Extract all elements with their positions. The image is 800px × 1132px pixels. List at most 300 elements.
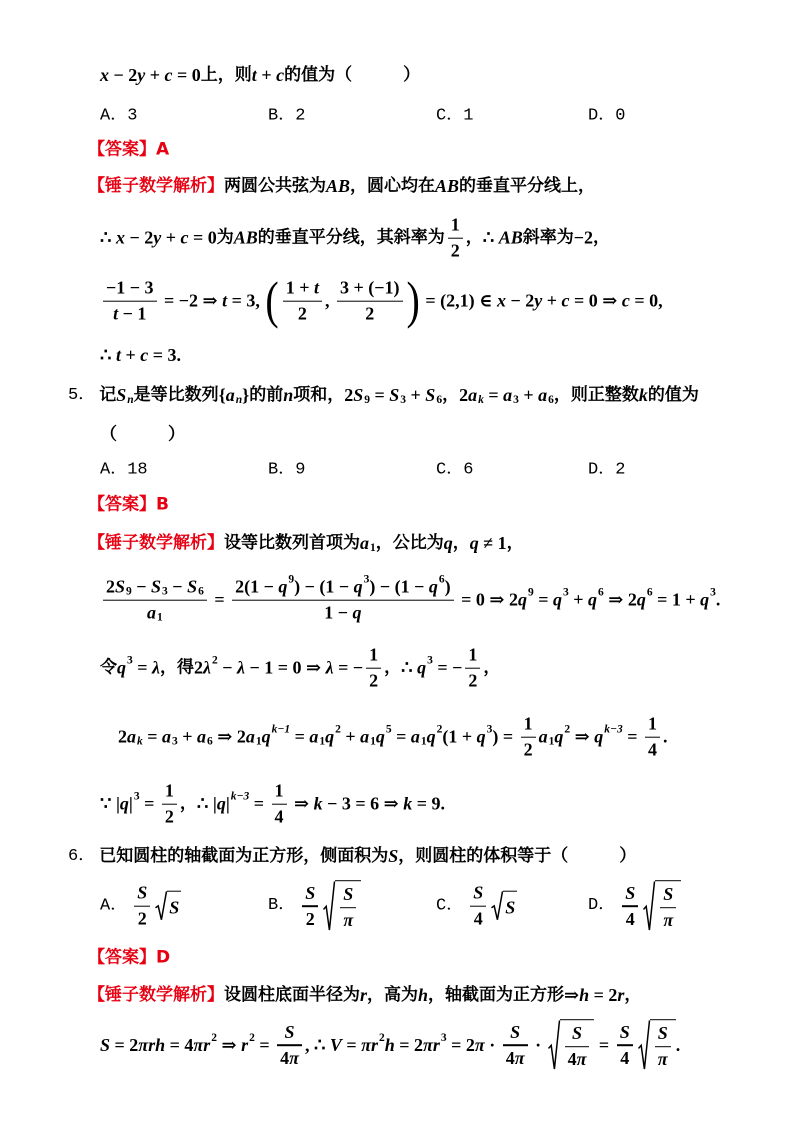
fraction [622, 882, 638, 931]
numerator [302, 882, 318, 906]
math-variable: k [638, 384, 648, 405]
math-variable: λ [237, 657, 246, 678]
superscript: 3 [710, 586, 716, 599]
numerator [232, 573, 454, 600]
item-label: B． [268, 896, 296, 916]
math-symbols: + [568, 589, 589, 610]
denominator [110, 302, 149, 326]
denominator [162, 805, 177, 829]
text-run: ， [384, 657, 402, 678]
math-symbols: + [518, 384, 539, 405]
radical-sign [155, 891, 167, 921]
subscript: 1 [157, 611, 163, 624]
numerator [660, 883, 676, 907]
math-variable: S [663, 884, 674, 905]
math-symbols: . [663, 726, 668, 747]
math-symbols: , [325, 290, 335, 311]
denominator [272, 805, 287, 829]
fraction [103, 576, 207, 625]
superscript: 9 [527, 586, 534, 599]
math-symbols: 1 [164, 780, 174, 801]
numerator [103, 576, 207, 600]
math-variable: q [375, 726, 385, 747]
math-symbols: | [128, 793, 133, 814]
math-variable: a [309, 726, 319, 747]
math-variable: a [127, 726, 136, 747]
math-symbols: = [341, 1034, 362, 1055]
math-symbols: = 2 [446, 1034, 475, 1055]
item-label: B．9 [268, 460, 306, 480]
math-symbols: + [256, 64, 277, 85]
subscript: 9 [126, 585, 132, 598]
math-variable: q [278, 576, 288, 597]
math-variable: a [468, 384, 478, 405]
text-run: ，轴截面为正方形 [428, 984, 565, 1005]
radicand [655, 880, 681, 932]
solution-line [88, 532, 524, 555]
math-variable: S [657, 1023, 668, 1044]
radicand [335, 880, 361, 932]
fraction [645, 713, 660, 762]
denominator [144, 601, 166, 625]
text-run: （ ） [100, 424, 185, 445]
numerator [465, 644, 480, 668]
question-stem-line [68, 845, 636, 868]
math-symbols: = [254, 1034, 275, 1055]
subscript: 3 [400, 393, 407, 406]
math-variable: q [476, 726, 486, 747]
math-symbols: = (2,1) ∈ [420, 290, 497, 311]
math-variable: a [410, 726, 420, 747]
text-run: ， [483, 657, 501, 678]
math-variable: q [426, 726, 436, 747]
radical-sign [638, 1019, 650, 1071]
superscript: 3 [127, 654, 133, 667]
superscript: 2 [436, 723, 443, 736]
numerator [272, 780, 287, 804]
math-variable: λ [325, 657, 334, 678]
math-symbols: − 2 [124, 227, 154, 248]
superscript: 6 [646, 586, 653, 599]
item-label: D． [588, 896, 616, 916]
math-symbols: = [370, 384, 390, 405]
red-label: 【答案】B [88, 494, 169, 515]
math-variable: q [353, 576, 363, 597]
math-variable: S [625, 882, 636, 903]
numerator [617, 1021, 633, 1045]
item-label: D．2 [588, 460, 626, 480]
math-symbols: + [542, 290, 562, 311]
math-symbols: 2 [305, 908, 315, 929]
superscript: 3 [133, 790, 140, 803]
math-symbols: ∴ [100, 344, 116, 365]
math-variable: q [428, 576, 438, 597]
red-label: 【答案】A [88, 139, 170, 160]
math-variable: q [417, 657, 427, 678]
fraction [337, 277, 403, 326]
math-variable: q [261, 726, 271, 747]
subscript: 6 [198, 585, 204, 598]
math-variable: π [343, 910, 354, 931]
big-parenthesis: ( [265, 271, 279, 330]
math-symbols: ⇒ 2 [603, 589, 637, 610]
math-variable: c [140, 344, 149, 365]
math-symbols: ∵ | [100, 793, 120, 814]
math-symbols: −1 − 3 [106, 277, 154, 298]
math-symbols: −2 [573, 227, 593, 248]
option-b [268, 459, 309, 480]
math-symbols: = 3, [227, 290, 265, 311]
math-variable: y [137, 64, 146, 85]
fraction [617, 1021, 633, 1070]
subscript: 3 [172, 735, 178, 748]
square-root [491, 891, 517, 921]
math-symbols: − 1 = 0 ⇒ [245, 657, 326, 678]
denominator [277, 1046, 302, 1070]
fraction [366, 644, 381, 693]
subscript: 1 [370, 735, 376, 748]
math-variable: AB [233, 227, 258, 248]
red-label: 【锤子数学解析】 [88, 175, 224, 196]
math-variable: q [352, 602, 362, 623]
denominator [303, 907, 318, 931]
subscript: 9 [364, 393, 370, 406]
text-run: 为 [216, 227, 234, 248]
text-run: 设圆柱底面半径为 [224, 984, 360, 1005]
math-symbols: ⇒ 2 [212, 726, 246, 747]
denominator [366, 669, 381, 693]
fraction [272, 780, 287, 829]
text-run: 已知圆柱的轴截面为正方形，侧面积为 [99, 845, 389, 866]
math-variable: S [115, 576, 126, 597]
math-symbols: 4 [505, 1047, 515, 1068]
math-symbols: (1 + [442, 726, 477, 747]
square-root [548, 1019, 595, 1071]
math-symbols: = − [333, 657, 364, 678]
math-symbols: = 0 ⇒ 2 [456, 589, 518, 610]
solution-line [88, 175, 595, 198]
superscript: 6 [598, 586, 604, 599]
math-symbols: ≠ 1 [478, 532, 507, 553]
math-variable: c [164, 64, 173, 85]
math-symbols: · [530, 1034, 546, 1055]
numerator [470, 882, 486, 906]
fraction [660, 883, 676, 932]
radical-sign [323, 880, 335, 932]
math-symbols: 2 [523, 739, 533, 760]
numerator [645, 713, 660, 737]
math-symbols: 2 [194, 657, 204, 678]
text-run: 的值为（ ） [284, 64, 421, 85]
solution-line [100, 780, 445, 829]
item-label: B．2 [268, 106, 306, 126]
answer-line [88, 494, 169, 515]
math-variable: q [469, 532, 479, 553]
text-run: ，圆心均在 [350, 175, 436, 196]
math-variable: S [353, 384, 364, 405]
text-run: ，公比为 [375, 532, 444, 553]
math-symbols: 1 + [285, 277, 314, 298]
math-symbols: = 0 [172, 64, 201, 85]
math-variable: λ [152, 657, 161, 678]
math-symbols: = [209, 589, 230, 610]
subscript: k [137, 735, 143, 748]
math-symbols: = [290, 726, 310, 747]
math-symbols: ) − (1 − [369, 576, 429, 597]
denominator [503, 1046, 528, 1070]
square-root [643, 880, 681, 932]
math-variable: AB [435, 175, 460, 196]
superscript: 2 [564, 723, 571, 736]
math-symbols: ) − (1 − [294, 576, 354, 597]
math-symbols: 1 [523, 713, 533, 734]
radical-sign-shape [643, 880, 655, 932]
math-variable: y [153, 227, 162, 248]
math-symbols: 1 [369, 644, 379, 665]
numerator [507, 1021, 523, 1045]
math-symbols: ⇒ [570, 726, 595, 747]
math-variable: q [216, 793, 226, 814]
item-label: D．0 [588, 106, 626, 126]
math-variable: a [538, 726, 548, 747]
subscript: 6 [207, 735, 213, 748]
math-symbols: 1 [274, 780, 284, 801]
math-symbols: 1 [450, 214, 460, 235]
denominator [135, 907, 150, 931]
denominator [565, 1047, 590, 1071]
math-variable: V [329, 1034, 342, 1055]
math-symbols: 4 [567, 1049, 577, 1070]
math-variable: q [117, 657, 126, 678]
math-symbols: 3 + (−1) [340, 277, 400, 298]
math-symbols: 4 [620, 1047, 630, 1068]
text-run: 的垂直平分线，其斜率为 [257, 227, 445, 248]
text-run: 令 [100, 657, 117, 678]
subscript: 6 [436, 393, 443, 406]
math-variable: r [617, 984, 625, 1005]
fraction [448, 214, 463, 263]
radical-sign-shape [491, 891, 503, 921]
numerator [622, 882, 638, 906]
solution-line [100, 573, 721, 625]
math-variable: a [225, 384, 235, 405]
option-c [436, 105, 477, 126]
math-variable: a [245, 726, 255, 747]
superscript: 3 [427, 654, 433, 667]
math-variable: q [553, 589, 562, 610]
math-variable: S [425, 384, 436, 405]
math-symbols: ⇒ [216, 1034, 242, 1055]
numerator [337, 277, 403, 301]
radical-sign-shape [548, 1019, 560, 1071]
subscript: 3 [162, 585, 168, 598]
math-symbols: ∴ [401, 657, 418, 678]
red-label: 【答案】D [88, 947, 171, 968]
option-c [436, 459, 477, 480]
text-run: ， [452, 532, 470, 553]
math-variable: q [325, 726, 335, 747]
math-symbols: = 4 [165, 1034, 194, 1055]
math-symbols: = 3. [148, 344, 181, 365]
math-variable: a [147, 602, 157, 623]
math-variable: π [474, 1034, 485, 1055]
fraction [277, 1021, 302, 1070]
superscript: 3 [440, 1031, 447, 1044]
denominator [448, 239, 463, 263]
math-variable: a [538, 384, 548, 405]
fraction [283, 277, 322, 326]
radical-sign-shape [638, 1019, 650, 1071]
math-symbols: − 2 [505, 290, 535, 311]
math-variable: t [113, 303, 119, 324]
text-run: ， [465, 227, 483, 248]
math-symbols: . [675, 1034, 681, 1055]
question-stem-line [68, 384, 699, 407]
fraction [565, 1022, 590, 1071]
math-variable: S [505, 897, 516, 918]
math-variable: S [116, 384, 127, 405]
math-symbols: = 2 [110, 1034, 139, 1055]
math-variable: q [554, 726, 564, 747]
subscript: 1 [420, 735, 427, 748]
math-variable: S [169, 897, 180, 918]
math-symbols: ⇒ [289, 793, 314, 814]
math-symbols: = [132, 657, 153, 678]
math-symbols: 2 [344, 384, 354, 405]
fraction [521, 713, 536, 762]
math-symbols: − 1 [118, 303, 147, 324]
superscript: 5 [385, 723, 392, 736]
denominator [465, 669, 480, 693]
numerator [448, 214, 463, 238]
radicand [560, 1019, 595, 1071]
solution-line [118, 713, 668, 762]
math-symbols: 2 [365, 303, 375, 324]
math-symbols: 4 [473, 908, 483, 929]
subscript: 1 [255, 735, 262, 748]
math-symbols: = 0, [629, 290, 663, 311]
math-variable: λ [203, 657, 212, 678]
math-variable: πr [361, 1034, 379, 1055]
math-variable: AB [498, 227, 523, 248]
math-symbols: ) [444, 576, 451, 597]
superscript: 9 [288, 573, 295, 586]
text-run: ，则圆柱的体积等于（ ） [398, 845, 637, 866]
math-variable: πr [193, 1034, 211, 1055]
denominator [471, 907, 486, 931]
math-variable: h [579, 984, 590, 1005]
fraction [340, 883, 356, 932]
math-symbols: + [120, 344, 141, 365]
option-a [100, 882, 181, 931]
math-symbols: ∴ | [196, 793, 217, 814]
math-variable: a [197, 726, 207, 747]
option-d [588, 880, 681, 932]
math-variable: r [360, 984, 368, 1005]
math-symbols: = [249, 793, 269, 814]
solution-line [100, 271, 663, 330]
math-variable: h [418, 984, 429, 1005]
red-label: 【锤子数学解析】 [88, 984, 224, 1005]
radical-sign-shape [155, 891, 167, 921]
math-variable: q [636, 589, 646, 610]
math-symbols: + [161, 227, 181, 248]
math-variable: x [496, 290, 506, 311]
math-variable: r [241, 1034, 249, 1055]
text-run: 两圆公共弦为 [224, 175, 326, 196]
math-variable: S [473, 882, 484, 903]
radical-sign [491, 891, 503, 921]
math-variable: π [663, 910, 674, 931]
superscript: 3 [363, 573, 370, 586]
subscript: k [478, 393, 484, 406]
numerator [283, 277, 322, 301]
text-run: ， [179, 793, 197, 814]
math-symbols: = 2 [589, 984, 618, 1005]
math-variable: π [657, 1049, 668, 1070]
answer-line [88, 947, 170, 968]
text-run: 的垂直平分线上， [459, 175, 596, 196]
solution-line [88, 984, 641, 1007]
item-label: C． [436, 896, 464, 916]
numerator [282, 1021, 298, 1045]
radicand [503, 891, 517, 921]
math-variable: t [115, 344, 121, 365]
denominator [660, 908, 676, 932]
math-symbols: } [242, 384, 250, 405]
denominator [655, 1047, 671, 1071]
math-variable: t [251, 64, 257, 85]
math-symbols: = [139, 793, 159, 814]
math-symbols: ) = [492, 726, 518, 747]
superscript: 2 [335, 723, 341, 736]
question-stem-line [100, 64, 420, 87]
fraction [302, 882, 318, 931]
math-symbols: 1 [468, 644, 478, 665]
math-symbols: 2 [297, 303, 307, 324]
option-a [100, 105, 141, 126]
math-variable: q [700, 589, 710, 610]
math-variable: πrh [138, 1034, 166, 1055]
solution-line [100, 1019, 680, 1071]
denominator [295, 302, 310, 326]
math-symbols: = [391, 726, 411, 747]
math-symbols: + [177, 726, 198, 747]
text-run: ，得 [160, 657, 195, 678]
math-symbols: 2 [468, 670, 478, 691]
math-symbols: − 2 [109, 64, 138, 85]
math-variable: t [314, 277, 320, 298]
math-variable: a [360, 532, 369, 553]
numerator [569, 1022, 585, 1046]
math-symbols: · [484, 1034, 500, 1055]
fraction [162, 780, 177, 829]
radicand [167, 891, 181, 921]
text-run: 设等比数列首项为 [224, 532, 360, 553]
option-c [436, 882, 517, 931]
math-variable: S [100, 1034, 111, 1055]
subscript: 6 [548, 393, 554, 406]
math-symbols: 4 [648, 739, 657, 760]
math-variable: q [443, 532, 453, 553]
numerator [162, 780, 177, 804]
math-variable: t [222, 290, 228, 311]
subscript: 1 [319, 735, 326, 748]
math-symbols: + [406, 384, 426, 405]
math-symbols: , ∴ [304, 1034, 330, 1055]
option-d [588, 459, 629, 480]
text-run: 项和， [293, 384, 345, 405]
